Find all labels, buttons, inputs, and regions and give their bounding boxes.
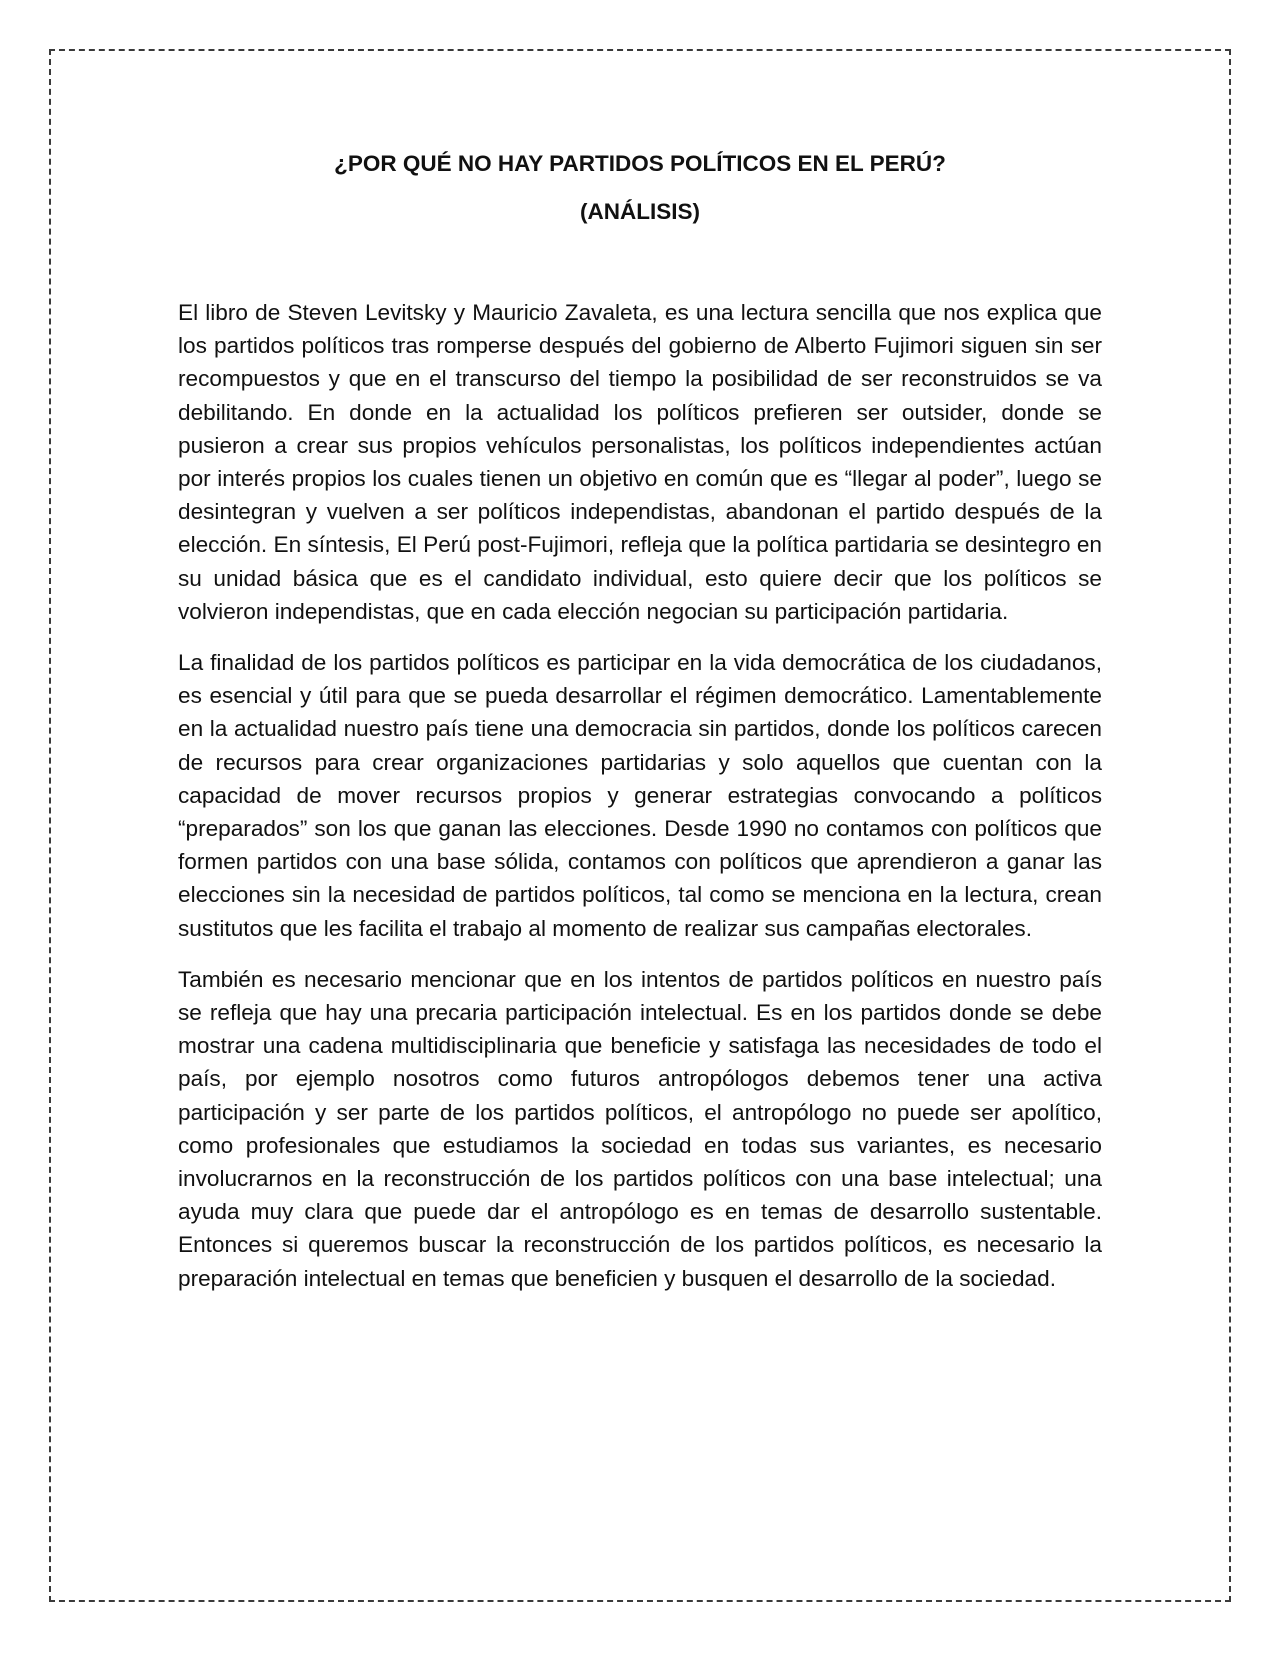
paragraph-2: La finalidad de los partidos políticos es participar en la vida democrática de los ciudadanos, es esencial y útil para que se pueda desarrollar el régimen democrático. Lamentablemente en la actualidad nuestro país tiene una democracia sin partidos, donde los políticos carecen de recursos para crear organizaciones partidarias y solo aquellos que cuentan con la capacidad de mover recursos propios y generar estrategias convocando a políticos “preparados” son los que ganan las elecciones. Desde 1990 no contamos con políticos que formen partidos con una base sólida, contamos con políticos que aprendieron a ganar las elecciones sin la necesidad de partidos políticos, tal como se menciona en la lectura, crean sustitutos que les facilita el trabajo al momento de realizar sus campañas electorales. (178, 650, 1102, 941)
document-subtitle: (ANÁLISIS) (580, 199, 700, 224)
paragraph-1: El libro de Steven Levitsky y Mauricio Zavaleta, es una lectura sencilla que nos explica que los partidos políticos tras romperse después del gobierno de Alberto Fujimori siguen sin ser recompuestos y que en el transcurso del tiempo la posibilidad de ser reconstruidos se va debilitando. En donde en la actualidad los políticos prefieren ser outsider, donde se pusieron a crear sus propios vehículos personalistas, los políticos independientes actúan por interés propios los cuales tienen un objetivo en común que es “llegar al poder”, luego se desintegran y vuelven a ser políticos independistas, abandonan el partido después de la elección. En síntesis, El Perú post-Fujimori, refleja que la política partidaria se desintegro en su unidad básica que es el candidato individual, esto quiere decir que los políticos se volvieron independistas, que en cada elección negocian su participación partidaria. (178, 300, 1102, 624)
document-body (178, 296, 1102, 1313)
document-title: ¿POR QUÉ NO HAY PARTIDOS POLÍTICOS EN EL PERÚ? (334, 151, 946, 176)
paragraph-3: También es necesario mencionar que en los intentos de partidos políticos en nuestro país se refleja que hay una precaria participación intelectual. Es en los partidos donde se debe mostrar una cadena multidisciplinaria que beneficie y satisfaga las necesidades de todo el país, por ejemplo nosotros como futuros antropólogos debemos tener una activa participación y ser parte de los partidos políticos, el antropólogo no puede ser apolítico, como profesionales que estudiamos la sociedad en todas sus variantes, es necesario involucrarnos en la reconstrucción de los partidos políticos con una base intelectual; una ayuda muy clara que puede dar el antropólogo es en temas de desarrollo sustentable. Entonces si queremos buscar la reconstrucción de los partidos políticos, es necesario la preparación intelectual en temas que beneficien y busquen el desarrollo de la sociedad. (178, 966, 1102, 1291)
